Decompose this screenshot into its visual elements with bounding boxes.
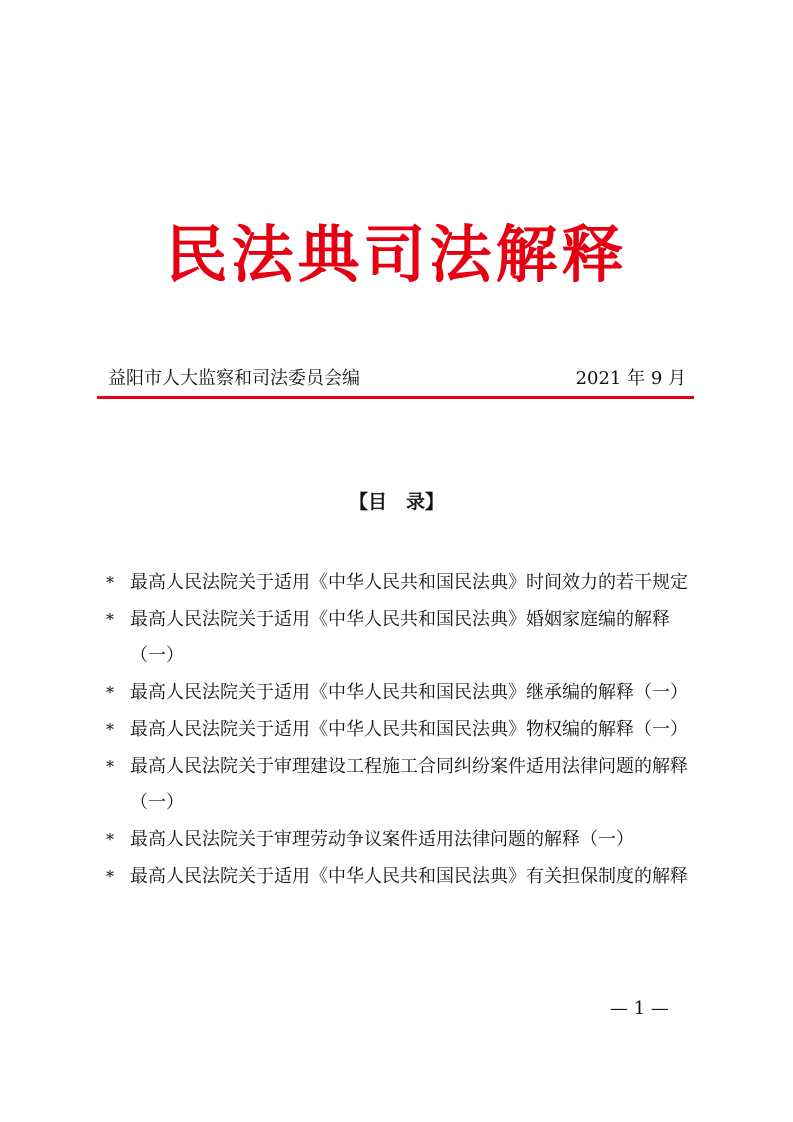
- publication-info: [108, 364, 686, 390]
- toc-list: [106, 565, 696, 896]
- toc-item: [106, 565, 696, 601]
- toc-item: [106, 822, 696, 858]
- toc-item-text: 最高人民法院关于适用《中华人民共和国民法典》有关担保制度的解释: [130, 866, 688, 887]
- publication-date: 2021 年 9 月: [575, 368, 686, 389]
- bullet-icon: *: [106, 830, 114, 849]
- bullet-icon: *: [106, 757, 114, 776]
- toc-item: [106, 712, 696, 748]
- bullet-icon: *: [106, 720, 114, 739]
- toc-item-text: 最高人民法院关于适用《中华人民共和国民法典》婚姻家庭编的解释（一）: [130, 609, 670, 666]
- toc-item: [106, 859, 696, 895]
- bullet-icon: *: [106, 867, 114, 886]
- toc-item: [106, 749, 696, 821]
- toc-item-text: 最高人民法院关于适用《中华人民共和国民法典》时间效力的若干规定: [130, 572, 688, 593]
- toc-item-text: 最高人民法院关于适用《中华人民共和国民法典》继承编的解释（一）: [130, 682, 688, 703]
- page-number: — 1 —: [610, 998, 669, 1019]
- document-title: 民法典司法解释: [165, 218, 628, 291]
- bullet-icon: *: [106, 610, 114, 629]
- publisher: 益阳市人大监察和司法委员会编: [108, 368, 360, 389]
- toc-item-text: 最高人民法院关于适用《中华人民共和国民法典》物权编的解释（一）: [130, 719, 688, 740]
- red-divider: [97, 396, 694, 399]
- bullet-icon: *: [106, 683, 114, 702]
- bullet-icon: *: [106, 573, 114, 592]
- toc-item-text: 最高人民法院关于审理建设工程施工合同纠纷案件适用法律问题的解释（一）: [130, 756, 688, 813]
- toc-item: [106, 602, 696, 674]
- toc-heading: 【目 录】: [348, 491, 444, 513]
- toc-item: [106, 675, 696, 711]
- toc-item-text: 最高人民法院关于审理劳动争议案件适用法律问题的解释（一）: [130, 829, 634, 850]
